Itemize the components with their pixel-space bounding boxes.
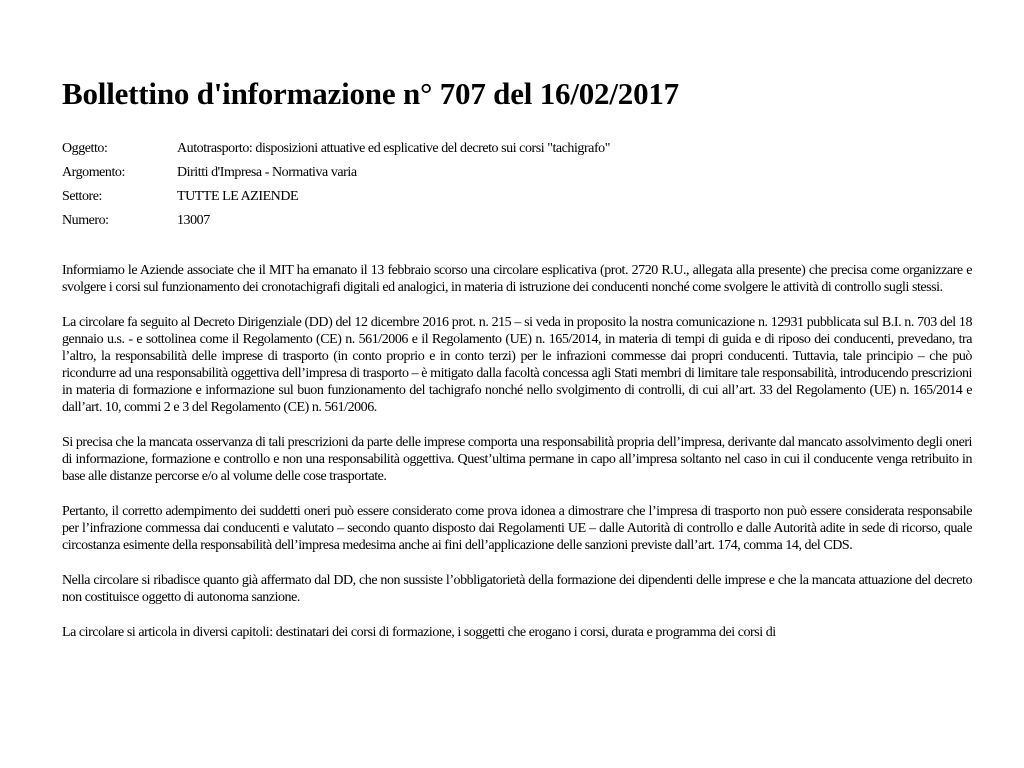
body-paragraph: La circolare si articola in diversi capitoli: destinatari dei corsi di formazione, i soggetti che erogano i corsi, durata e programma dei corsi di: [62, 625, 776, 640]
meta-row-settore: [62, 185, 610, 209]
meta-value: Autotrasporto: disposizioni attuative ed esplicative del decreto sui corsi "tachigrafo": [177, 141, 610, 156]
body-paragraph: Nella circolare si ribadisce quanto già affermato dal DD, che non sussiste l’obbligatorietà della formazione dei dipendenti delle imprese e che la mancata attuazione del decreto non costituisce oggetto di autonoma sanzione.: [62, 573, 972, 605]
body-paragraph: La circolare fa seguito al Decreto Dirigenziale (DD) del 12 dicembre 2016 prot. n. 215 – si veda in proposito la nostra comunicazione n. 12931 pubblicata sul B.I. n. 703 del 18 gennaio u.s. - e sottolinea come il Regolamento (CE) n. 561/2006 e il Regolamento (UE) n. 165/2014, in materia di tempi di guida e di riposo dei conducenti, prevedano, tra l’altro, la responsabilità delle imprese di trasporto (in conto proprio e in conto terzi) per le infrazioni commesse dai propri conducenti. Tuttavia, tale principio – che può ricondurre ad una responsabilità oggettiva dell’impresa di trasporto – è mitigato dalla facoltà concessa agli Stati membri di limitare tale responsabilità, introducendo prescrizioni in materia di formazione e informazione sul buon funzionamento del tachigrafo nonché nello svolgimento di controlli, di cui all’art. 33 del Regolamento (UE) n. 165/2014 e dall’art. 10, commi 2 e 3 del Regolamento (CE) n. 561/2006.: [62, 315, 972, 415]
meta-row-numero: [62, 209, 610, 233]
meta-label: Numero:: [62, 213, 109, 228]
meta-label: Argomento:: [62, 165, 125, 180]
body-paragraph: Informiamo le Aziende associate che il MIT ha emanato il 13 febbraio scorso una circolare esplicativa (prot. 2720 R.U., allegata alla presente) che precisa come organizzare e svolgere i corsi sul funzionamento dei cronotachigrafi digitali ed analogici, in materia di istruzione dei conducenti nonché come svolgere le attività di controllo sugli stessi.: [62, 263, 972, 295]
meta-value: 13007: [177, 213, 210, 228]
metadata-table: [62, 137, 610, 233]
body-paragraph: Pertanto, il corretto adempimento dei suddetti oneri può essere considerato come prova idonea a dimostrare che l’impresa di trasporto non può essere considerata responsabile per l’infrazione commessa dai conducenti e valutato – secondo quanto disposto dai Regolamenti UE – dalle Autorità di controllo e dalle Autorità adite in sede di ricorso, quale circostanza esimente della responsabilità dell’impresa medesima anche ai fini dell’applicazione delle sanzioni previste dall’art. 174, comma 14, del CDS.: [62, 504, 972, 553]
body-paragraph: Si precisa che la mancata osservanza di tali prescrizioni da parte delle imprese comporta una responsabilità propria dell’impresa, derivante dal mancato assolvimento degli oneri di informazione, formazione e controllo e non una responsabilità oggettiva. Quest’ultima permane in capo all’impresa soltanto nel caso in cui il conducente venga retribuito in base alle distanze percorse e/o al volume delle cose trasportate.: [62, 435, 972, 484]
document-body: [62, 262, 972, 659]
meta-value: TUTTE LE AZIENDE: [177, 189, 299, 204]
meta-label: Settore:: [62, 189, 102, 204]
meta-row-argomento: [62, 161, 610, 185]
meta-label: Oggetto:: [62, 141, 108, 156]
meta-row-oggetto: [62, 137, 610, 161]
page-title: Bollettino d'informazione n° 707 del 16/02/2017: [62, 76, 679, 111]
meta-value: Diritti d'Impresa - Normativa varia: [177, 165, 357, 180]
